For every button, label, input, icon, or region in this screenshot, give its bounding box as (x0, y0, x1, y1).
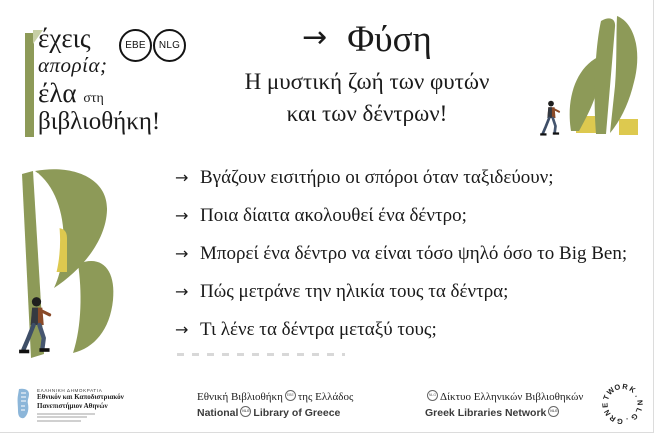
network-ring-logo: N E T W O R K . N L G . G R (599, 381, 645, 427)
beta-letter-graphic (18, 168, 123, 363)
gln-greek-line (425, 390, 583, 406)
questions-list (175, 167, 635, 357)
arrow-icon: → (175, 320, 189, 339)
brand-badges (119, 29, 186, 62)
tagline-line-3 (38, 79, 160, 107)
ebe-badge: EBE (119, 29, 152, 62)
arrow-icon: → (175, 206, 189, 225)
plant-letter-graphic (540, 12, 655, 137)
university-name-line-1: Εθνικόν και Καποδιστριακόν (37, 393, 124, 401)
fine-print-line (37, 420, 81, 422)
fine-print-line (37, 416, 87, 418)
nlg-badge: NLG (153, 29, 186, 62)
libraries-network-logo (425, 390, 583, 421)
question-row (175, 319, 635, 341)
title-arrow-icon: → (302, 20, 328, 55)
ebe-mini-badge-icon: ΕΒΕ (285, 390, 296, 401)
nlg-greek-line (197, 390, 353, 406)
question-row (175, 243, 635, 265)
question-text: Μπορεί ένα δέντρο να είναι τόσο ψηλό όσο το Big Ben; (200, 243, 628, 264)
university-name-line-2: Πανεπιστήμιον Αθηνών (37, 401, 108, 410)
page-edge-bottom (0, 432, 654, 433)
truncated-text-line (177, 353, 345, 356)
beta-lower-bowl (73, 261, 113, 353)
walking-person-icon (540, 101, 559, 136)
title-row (212, 18, 522, 61)
nlg-greek-pre: Εθνική Βιβλιοθήκη (197, 391, 283, 403)
question-row (175, 205, 635, 227)
tagline-line-2: απορία; (38, 53, 108, 78)
tagline-line-3-main: έλα (38, 77, 77, 108)
national-library-logo (197, 390, 353, 421)
subtitle-line-2: και των δέντρων! (286, 100, 448, 126)
nlg-greek-post: της Ελλάδος (297, 391, 354, 403)
subtitle (212, 66, 522, 129)
page-title: Φύση (347, 19, 432, 60)
question-text: Τι λένε τα δέντρα μεταξύ τους; (200, 319, 437, 340)
university-logo (16, 388, 124, 423)
tagline-line-4: βιβλιοθήκη! (38, 107, 161, 135)
question-row (175, 281, 635, 303)
tagline-line-1: έχεις (38, 23, 91, 53)
nlg-latin-post: Library of Greece (253, 406, 341, 419)
question-text: Πώς μετράνε την ηλικία τους τα δέντρα; (200, 281, 509, 302)
subtitle-line-1: Η μυστική ζωή των φυτών (244, 69, 490, 94)
tagline-line-3-small: στη (83, 90, 104, 106)
arrow-icon: → (175, 282, 189, 301)
university-emblem-icon (16, 388, 31, 420)
nlg-mini-badge-icon: NLG (240, 406, 251, 417)
gln-greek-text: Δίκτυο Ελληνικών Βιβλιοθηκών (440, 391, 584, 403)
yellow-block-right (619, 119, 638, 135)
arrow-icon: → (175, 168, 189, 187)
arrow-icon: → (175, 244, 189, 263)
university-fine-print (37, 413, 124, 422)
gln-latin-line (425, 406, 583, 421)
question-text: Βγάζουν εισιτήριο οι σπόροι όταν ταξιδεύουν; (200, 167, 554, 188)
question-row (175, 167, 635, 189)
nlg-latin-line (197, 406, 353, 421)
page-edge-right (653, 0, 654, 433)
fine-print-line (37, 413, 95, 415)
quote-mark-bar (25, 33, 34, 137)
gln-mini-badge-icon: NLG (427, 390, 438, 401)
university-republic-line: ΕΛΛΗΝΙΚΗ ΔΗΜΟΚΡΑΤΙΑ (37, 388, 103, 393)
nlg-latin-pre: National (197, 406, 239, 419)
question-text: Ποια δίαιτα ακολουθεί ένα δέντρο; (200, 205, 467, 226)
university-text (37, 388, 124, 423)
header-title-block (212, 18, 522, 129)
gln-latin-text: Greek Libraries Network (425, 406, 547, 419)
gln-mini-badge-icon-2: NLG (548, 406, 559, 417)
